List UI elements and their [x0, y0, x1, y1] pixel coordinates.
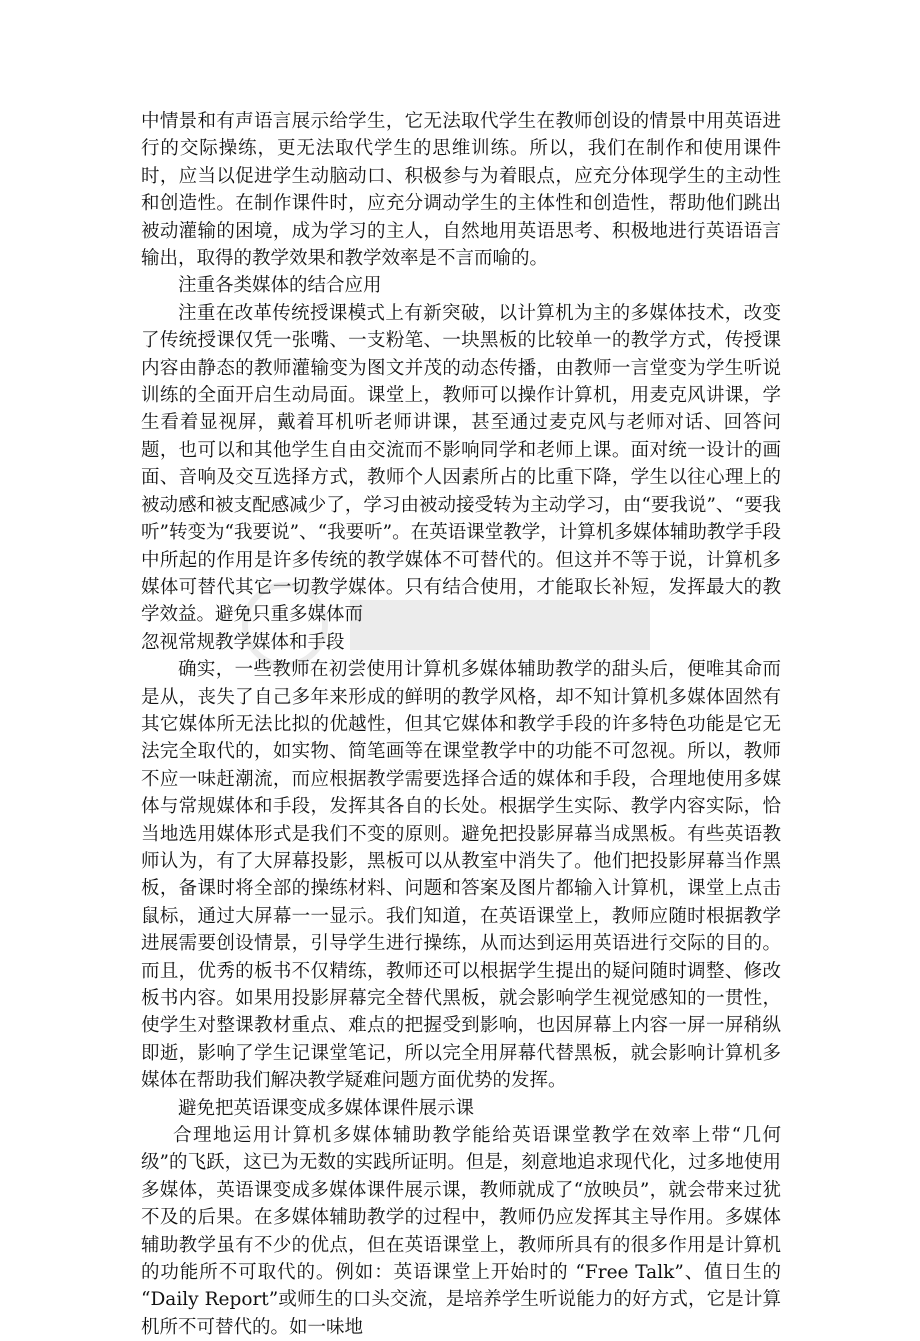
paragraph-courseware-principles: 中情景和有声语言展示给学生，它无法取代学生在教师创设的情景中用英语进行的交际操练，更无法取代学生的思维训练。所以，我们在制作和使用课件时，应当以促进学生动脑动口、积极参与为着眼点，应充分体现学生的主动性和创造性。在制作课件时，应充分调动学生的主体性和创造性，帮助他们跳出被动灌输的困境，成为学习的主人，自然地用英语思考、积极地进行英语语言输出，取得的教学效果和教学效率是不言而喻的。 — [141, 111, 781, 270]
paragraph-conventional-media: 确实，一些教师在初尝使用计算机多媒体辅助教学的甜头后，便唯其命而是从，丧失了自己多年来形成的鲜明的教学风格，却不知计算机多媒体固然有其它媒体所无法比拟的优越性，但其它媒体和教学手段的许多特色功能是它无法完全取代的，如实物、简笔画等在课堂教学中的功能不可忽视。所以，教师不应一味赶潮流，而应根据教学需要选择合适的媒体和手段，合理地使用多媒体与常规媒体和手段，发挥其各自的长处。根据学生实际、教学内容实际，恰当地选用媒体形式是我们不变的原则。避免把投影屏幕当成黑板。有些英语教师认为，有了大屏幕投影，黑板可以从教室中消失了。他们把投影屏幕当作黑板，备课时将全部的操练材料、问题和答案及图片都输入计算机，课堂上点击鼠标，通过大屏幕一一显示。我们知道，在英语课堂上，教师应随时根据教学进展需要创设情景，引导学生进行操练，从而达到运用英语进行交际的目的。而且，优秀的板书不仅精练，教师还可以根据学生提出的疑问随时调整、修改板书内容。如果用投影屏幕完全替代黑板，就会影响学生视觉感知的一贯性，使学生对整课教材重点、难点的把握受到影响，也因屏幕上内容一屏一屏稍纵即逝，影响了学生记课堂笔记，所以完全用屏幕代替黑板，就会影响计算机多媒体在帮助我们解决教学疑难问题方面优势的发挥。 — [141, 659, 781, 1092]
section-heading-courseware-show: 避免把英语课变成多媒体课件展示课 — [178, 1097, 475, 1119]
paragraph-courseware-show: 合理地运用计算机多媒体辅助教学能给英语课堂教学在效率上带“几何级”的飞跃，这已为无数的实践所证明。但是，刻意地追求现代化，过多地使用多媒体，英语课变成多媒体课件展示课，教师就成了“放映员”，就会带来过犹不及的后果。在多媒体辅助教学的过程中，教师仍应发挥其主导作用。多媒体辅助教学虽有不少的优点，但在英语课堂上，教师所具有的很多作用是计算机的功能所不可取代的。例如：英语课堂上开始时的 “Free Talk”、值日生的 “Daily Report”或师生的口头交流，是培养学生听说能力的好方式，它是计算机所不可替代的。如一味地 — [141, 1125, 781, 1338]
document-body — [141, 108, 781, 1341]
paragraph-media-combination: 注重在改革传统授课模式上有新突破，以计算机为主的多媒体技术，改变了传统授课仅凭一张嘴、一支粉笔、一块黑板的比较单一的教学方式，传授课内容由静态的教师灌输变为图文并茂的动态传播，由教师一言堂变为学生听说训练的全面开启生动局面。课堂上，教师可以操作计算机，用麦克风讲课，学生看着显视屏，戴着耳机听老师讲课，甚至通过麦克风与老师对话、回答问题，也可以和其他学生自由交流而不影响同学和老师上课。面对统一设计的画面、音响及交互选择方式，教师个人因素所占的比重下降，学生以往心理上的被动感和被支配感减少了，学习由被动接受转为主动学习，由“要我说”、“要我听”转变为“我要说”、“我要听”。在英语课堂教学，计算机多媒体辅助教学手段中所起的作用是许多传统的教学媒体不可替代的。但这并不等于说，计算机多媒体可替代其它一切教学媒体。只有结合使用，才能取长补短，发挥最大的教学效益。避免只重多媒体而 — [141, 302, 781, 626]
section-heading-media-combination: 注重各类媒体的结合应用 — [178, 275, 382, 297]
section-heading-conventional-media: 忽视常规教学媒体和手段 — [141, 631, 345, 653]
